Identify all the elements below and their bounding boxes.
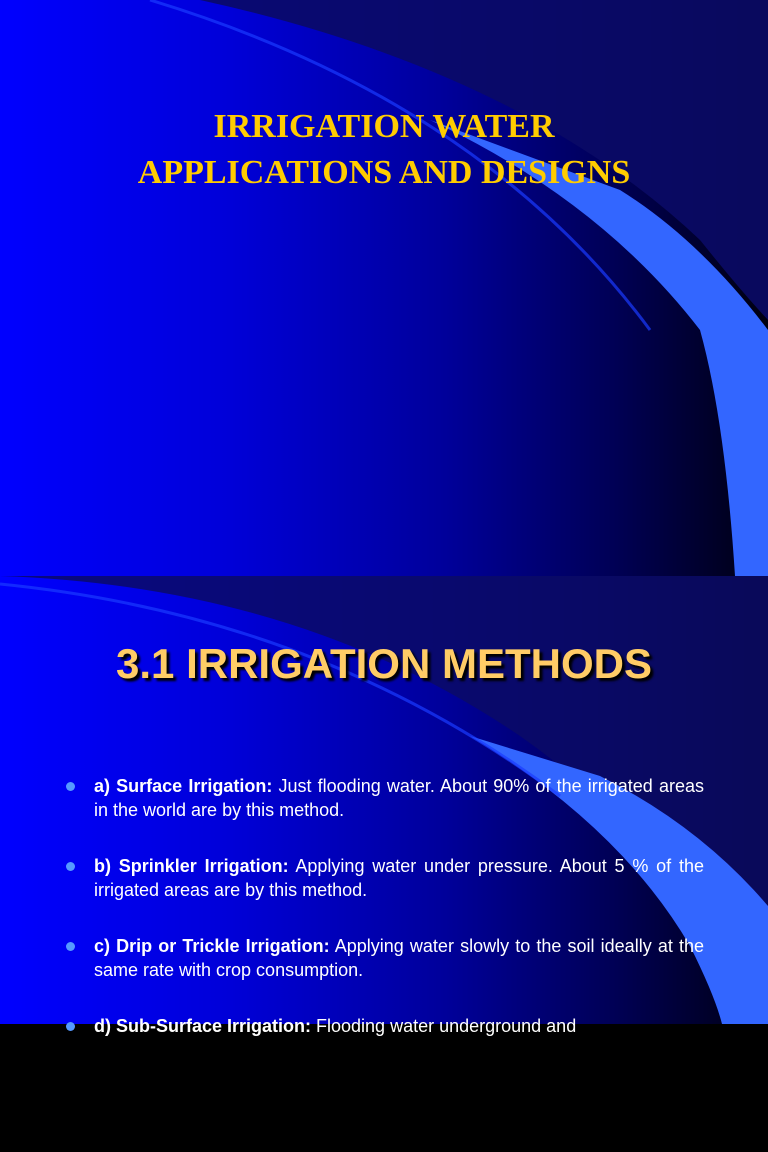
irrigation-methods-list [64, 774, 704, 1070]
title-line-1: IRRIGATION WATER [213, 108, 555, 145]
method-term: c) Drip or Trickle Irrigation: [94, 936, 330, 956]
method-term: a) Surface Irrigation: [94, 776, 273, 796]
list-item [64, 1014, 704, 1038]
list-item [64, 854, 704, 902]
method-term: d) Sub-Surface Irrigation: [94, 1016, 312, 1036]
method-description: Flooding water underground and [311, 1016, 577, 1036]
bullet-dot-icon [66, 782, 75, 791]
slide-2-title: 3.1 IRRIGATION METHODS [116, 640, 652, 687]
slide-1-title [0, 104, 768, 196]
method-description: Applying water slowly to the soil ideally at the same rate with crop consumption. [94, 936, 704, 980]
method-term: b) Sprinkler Irrigation: [94, 856, 289, 876]
bullet-dot-icon [66, 942, 75, 951]
list-item [64, 774, 704, 822]
method-description: Applying water under pressure. About 5 % of the irrigated areas are by this method. [94, 856, 704, 900]
list-item [64, 934, 704, 982]
slide-2 [0, 576, 768, 1036]
bullet-dot-icon [66, 862, 75, 871]
method-description: Just flooding water. About 90% of the irrigated areas in the world are by this method. [94, 776, 704, 820]
bullet-dot-icon [66, 1022, 75, 1031]
title-line-2: APPLICATIONS AND DESIGNS [137, 154, 631, 191]
